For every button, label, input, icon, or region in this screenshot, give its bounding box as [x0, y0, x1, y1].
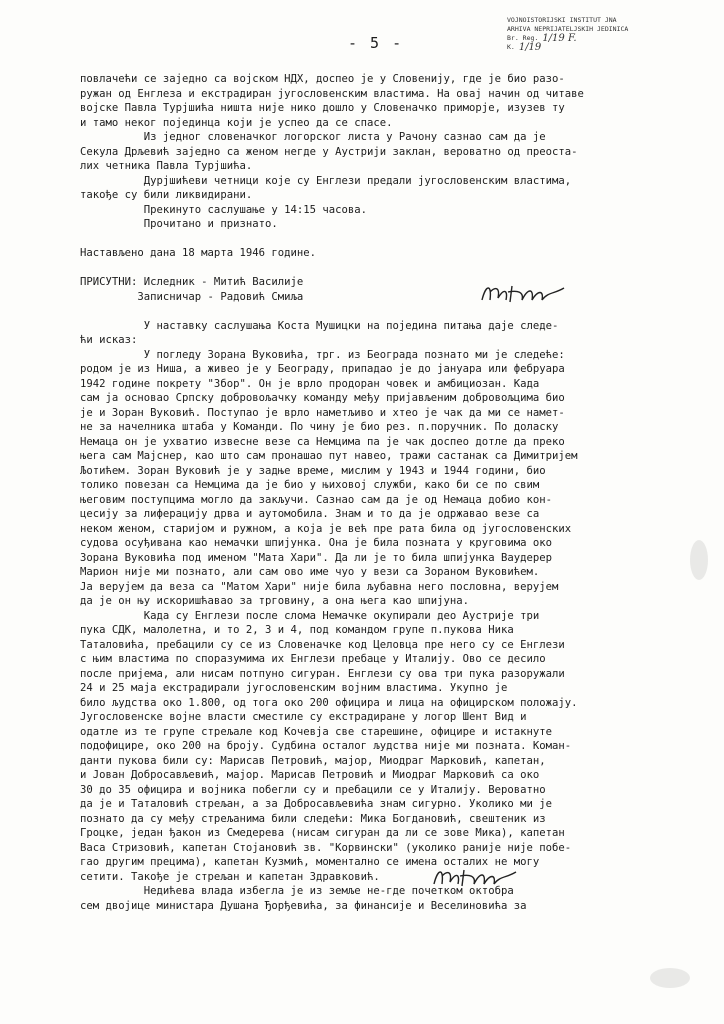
text-line: сем двојице министара Душана Ђорђевића, за финансије и Веселиновића за [80, 899, 527, 912]
text-line: да је и Таталовић стрељан, а за Добросављевића знам сигурно. Уколико ми је [80, 798, 552, 810]
text-line: такође су били ликвидирани. [80, 189, 253, 201]
text-line: Љотићем. Зоран Вуковић је у задње време, мислим у 1943 и 1944 години, био [80, 464, 546, 477]
text-line: с њим властима по споразумима их Енглези пребаце у Италију. Ово се десило [80, 653, 546, 665]
signature-2 [430, 862, 520, 892]
text-line: Дурјшићеви четници које су Енглези предали југословенским властима, [80, 174, 572, 187]
text-line: Прекинуто саслушање у 14:15 часова. [80, 203, 368, 216]
text-line [80, 304, 680, 319]
text-line: њега сам Мајснер, као што сам пронашао пут навео, тражи састанак са Димитријем [80, 450, 578, 462]
text-line: било људства око 1.800, од тога око 200 официра и лица на официрском положају. [80, 696, 578, 709]
text-line: сетити. Такође је стрељан и капетан Здравковић. [80, 870, 380, 883]
text-line: Прочитано и признато. [80, 218, 278, 230]
text-line: подофицире, око 200 на броју. Судбина осталог људства није ми позната. Коман- [80, 740, 572, 752]
text-line: да је он њу искоришћавао за трговину, а она њега као шпијуна. [80, 595, 470, 607]
text-line: његовим поступцима могло да закључи. Сазнао сам да је од Немаца добио кон- [80, 493, 552, 506]
text-line: 30 до 35 официра и војника побегли су и пребацили се у Италију. Вероватно [80, 783, 546, 796]
stamp-k-label: K. [507, 43, 515, 51]
text-line: Из једног словеначког логорског листа у Рачону сазнао сам да је [80, 131, 546, 143]
document-body [80, 72, 680, 913]
text-line: Марион није ми познато, али сам ово име чуо у вези са Зораном Вуковићем. [80, 566, 540, 578]
text-line: Гроцке, један ђакон из Смедерева (нисам сигуран да ли се зове Мика), капетан [80, 827, 565, 839]
text-line: познато да су међу стрељанима били следећи: Мика Богдановић, свештеник из [80, 812, 546, 825]
text-line: У погледу Зорана Вуковића, трг. из Београда познато ми је следеће: [80, 348, 565, 361]
text-line: ћи исказ: [80, 334, 138, 346]
text-line: цесију за лиферацију дрва и аутомобила. Знам и то да је одржавао везе са [80, 508, 540, 520]
text-line: Настављено дана 18 марта 1946 године. [80, 247, 316, 259]
signature-1 [478, 278, 568, 308]
text-line: ПРИСУТНИ: Иследник - Митић Василије [80, 276, 304, 288]
text-block-2 [80, 246, 680, 913]
stamp-reg-label: Br. Reg. [507, 34, 539, 42]
stamp-line-1: VOJNOISTORIJSKI INSTITUT JNA [507, 16, 617, 24]
text-line: Таталовића, пребацили су се из Словеначке код Целовца пре него су се Енглези [80, 638, 565, 651]
text-line: Немаца он је ухватио извесне везе са Немцима па је чак доспео дотле да преко [80, 435, 565, 448]
stamp-reg-value: 1/19 F. [542, 33, 577, 44]
text-line: је и Зоран Вуковић. Поступао је врло наметљиво и хтео је чак да ми се намет- [80, 406, 565, 419]
text-line: војске Павла Турјшића ништа није нико дошло у Словеначко приморје, изузев ту [80, 102, 565, 114]
text-line: и Јован Добросављевић, мајор. Марисав Петровић и Миодраг Марковић са око [80, 769, 540, 781]
text-line: Недићева влада избегла је из земље не-где почетком октобра [80, 885, 514, 897]
text-line: Васа Стризовић, капетан Стојановић зв. "Корвински" (уколико раније није побе- [80, 841, 572, 854]
paper-mark [650, 968, 690, 988]
text-line: судова осуђивана као немачки шпијунка. Она је била позната у круговима око [80, 537, 552, 549]
text-line: гао другим прецима), капетан Кузмић, моментално се имена осталих не могу [80, 856, 540, 868]
text-line: пука СДК, малолетна, и то 2, 3 и 4, под командом групе п.пукова Ника [80, 624, 514, 636]
text-line: Када су Енглези после слома Немачке окупирали део Аустрије три [80, 609, 540, 622]
stamp-line-2: ARHIVA NEPRIJATELJSKIH JEDINICA [507, 25, 629, 33]
text-line: ружан од Енглеза и екстрадиран југословенским властима. На овај начин од читаве [80, 87, 584, 100]
text-line: Југословенске војне власти сместиле су екстрадиране у логор Шент Вид и [80, 711, 527, 723]
text-line: Ја верујем да веза са "Матом Хари" није била љубавна него пословна, верујем [80, 580, 559, 593]
text-line: после пријема, али нисам потпуно сигуран. Енглези су ова три пука разоружали [80, 667, 565, 680]
text-line: 24 и 25 маја екстрадирали југословенским војним властима. Укупно је [80, 682, 508, 694]
text-line: Секула Дрљевић заједно са женом негде у Аустрији заклан, вероватно од преоста- [80, 145, 578, 158]
paper-mark [690, 540, 708, 580]
text-line: толико повезан са Немцима да је био у њиховој служби, како би се по свим [80, 479, 540, 491]
archive-stamp [507, 16, 629, 64]
page-number: - 5 - [348, 34, 404, 52]
text-block-1 [80, 72, 680, 232]
text-line: сам ја основао Српску добровољачку команду међу пријављеним добровољцима био [80, 392, 565, 404]
text-line: Зорана Вуковића под именом "Мата Хари". Да ли је то била шпијунка Ваудерер [80, 551, 552, 564]
text-line [80, 261, 680, 276]
text-line: лих четника Павла Турјшића. [80, 160, 253, 172]
text-line: данти пукова били су: Марисав Петровић, мајор, Миодраг Марковић, капетан, [80, 754, 546, 767]
text-line: Записничар - Радовић Смиља [80, 290, 304, 303]
text-line: и тамо неког појединца који је успео да се спасе. [80, 116, 393, 129]
text-line: родом је из Ниша, а живео је у Београду, припадао је до јануара или фебруара [80, 363, 565, 375]
stamp-k-value: 1/19 [518, 42, 542, 53]
text-line: повлачећи се заједно са војском НДХ, доспео је у Словенију, где је био разо- [80, 73, 565, 85]
text-line: одатле из те групе стрељале код Кочевја све старешине, официре и истакнуте [80, 725, 552, 738]
text-line: неком женом, старијом и ружном, а која је већ пре рата била од југословенских [80, 522, 572, 535]
text-line: не за начелника штаба у Команди. По чину је био рез. п.поручник. По доласку [80, 421, 559, 433]
text-line: У наставку саслушања Коста Мушицки на поједина питања даје следе- [80, 319, 559, 332]
text-line: 1942 године покрету "Збор". Он је врло продоран човек и амбициозан. Када [80, 377, 540, 390]
